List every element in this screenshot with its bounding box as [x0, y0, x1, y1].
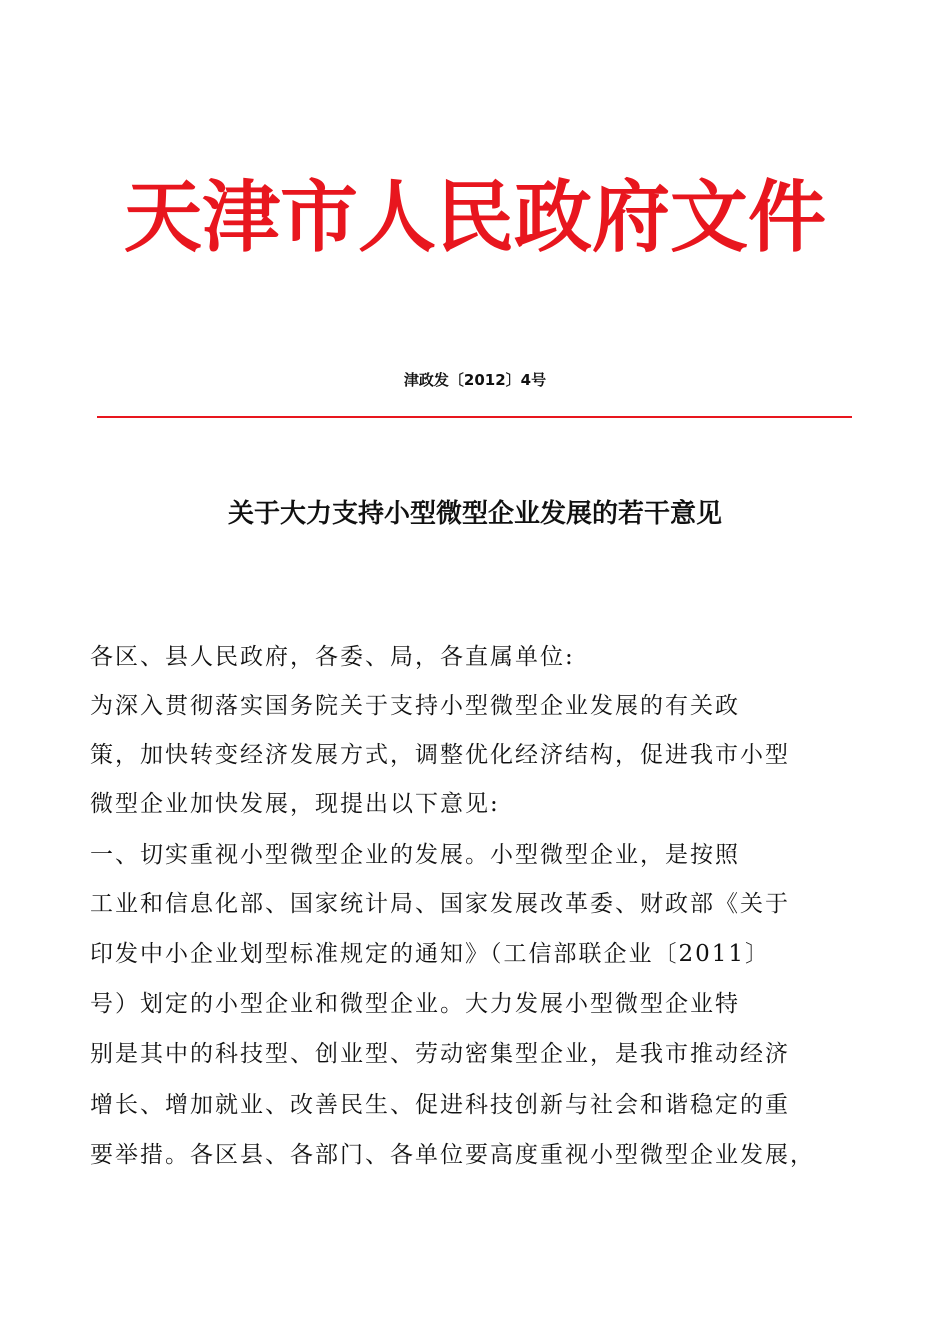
body-line: 别是其中的科技型、创业型、劳动密集型企业，是我市推动经济: [90, 1041, 790, 1067]
body-line: 策，加快转变经济发展方式，调整优化经济结构，促进我市小型: [90, 742, 790, 768]
document-header-title: 天津市人民政府文件: [123, 173, 826, 263]
body-line: 工业和信息化部、国家统计局、国家发展改革委、财政部《关于: [90, 891, 790, 917]
body-line: 号）划定的小型企业和微型企业。大力发展小型微型企业特: [90, 991, 740, 1017]
body-line: 为深入贯彻落实国务院关于支持小型微型企业发展的有关政: [90, 693, 740, 719]
body-line: 一、切实重视小型微型企业的发展。小型微型企业，是按照: [90, 842, 740, 868]
red-divider-line: [97, 416, 852, 418]
body-line: 各区、县人民政府，各委、局，各直属单位:: [90, 644, 575, 670]
body-line: 要举措。各区县、各部门、各单位要高度重视小型微型企业发展，: [90, 1142, 815, 1168]
body-line: 微型企业加快发展，现提出以下意见:: [90, 791, 500, 817]
body-line: 增长、增加就业、改善民生、促进科技创新与社会和谐稳定的重: [90, 1092, 790, 1118]
document-title: 关于大力支持小型微型企业发展的若干意见: [227, 499, 722, 529]
document-number: 津政发〔2012〕4号: [403, 371, 547, 389]
body-line: 印发中小企业划型标准规定的通知》（工信部联企业〔2011〕: [90, 941, 771, 967]
